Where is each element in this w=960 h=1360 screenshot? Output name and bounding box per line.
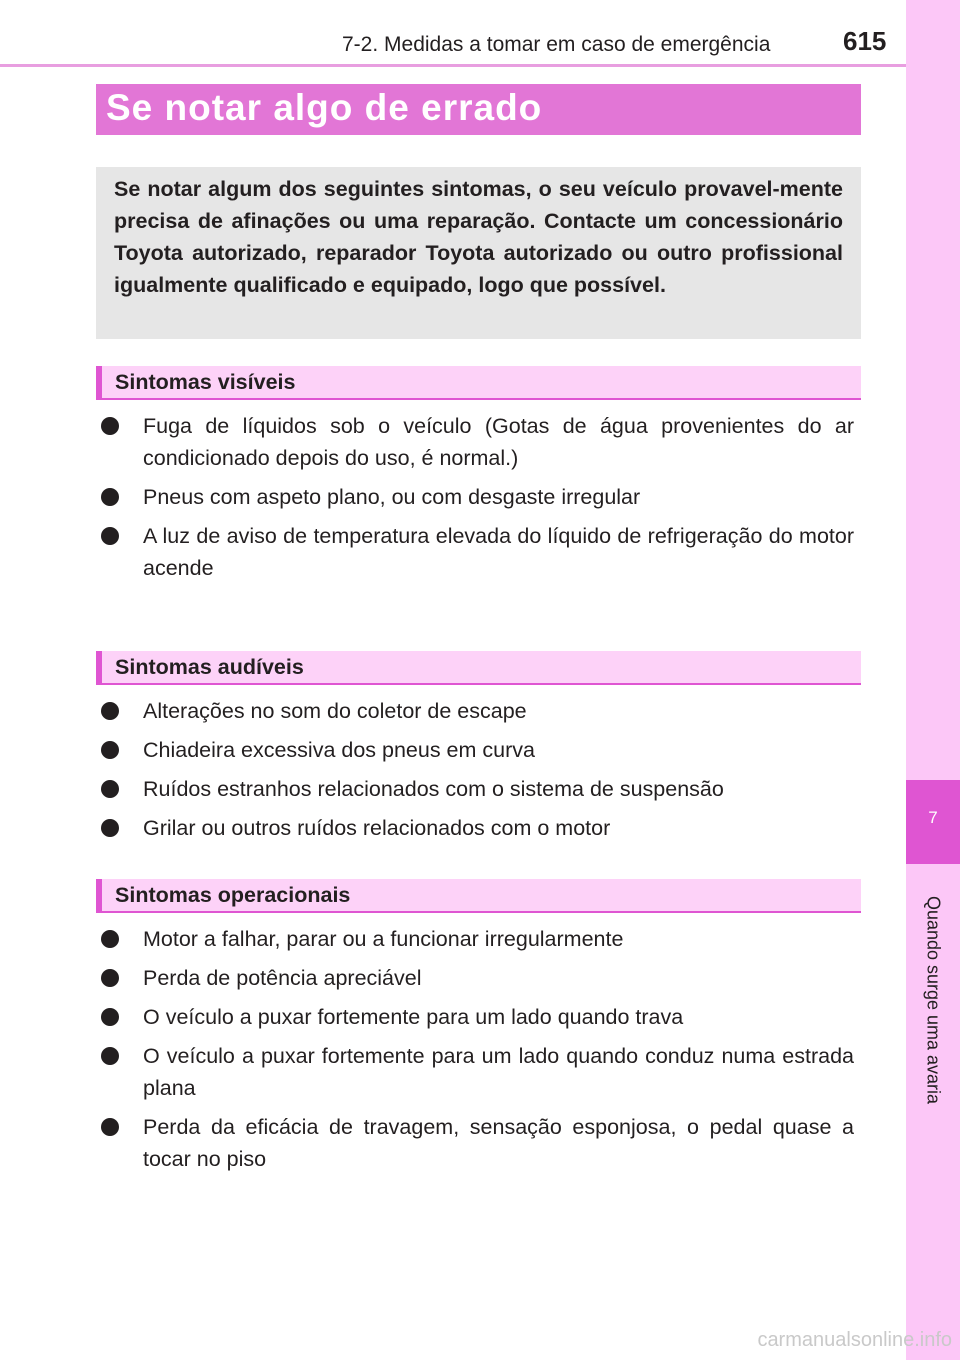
header-rule xyxy=(0,64,906,67)
list-item: O veículo a puxar fortemente para um lado quando trava xyxy=(96,1001,861,1033)
bullet-icon xyxy=(101,488,119,506)
list-item: Grilar ou outros ruídos relacionados com o motor xyxy=(96,812,861,844)
section-heading-text: Sintomas operacionais xyxy=(115,883,351,907)
intro-paragraph: Se notar algum dos seguintes sintomas, o seu veículo provavel-mente precisa de afinações ou uma reparação. Contacte um concessionário Toyota autorizado, reparador Toyota autorizado ou outro profissional igualmente qualificado e equipado, logo que possível. xyxy=(96,167,861,339)
bullet-icon xyxy=(101,741,119,759)
bullet-icon xyxy=(101,819,119,837)
list-item: O veículo a puxar fortemente para um lado quando conduz numa estrada plana xyxy=(96,1040,861,1104)
operational-symptoms-list xyxy=(96,923,861,1182)
visible-symptoms-list xyxy=(96,410,861,591)
bullet-icon xyxy=(101,969,119,987)
list-item: Chiadeira excessiva dos pneus em curva xyxy=(96,734,861,766)
bullet-icon xyxy=(101,527,119,545)
page-title: Se notar algo de errado xyxy=(106,87,543,128)
section-heading-text: Sintomas audíveis xyxy=(115,655,304,679)
chapter-title: Quando surge uma avaria xyxy=(923,895,944,1105)
list-item: Ruídos estranhos relacionados com o sistema de suspensão xyxy=(96,773,861,805)
section-reference: 7-2. Medidas a tomar em caso de emergência xyxy=(342,33,771,56)
section-heading-visible xyxy=(96,366,861,400)
bullet-icon xyxy=(101,930,119,948)
list-item: Fuga de líquidos sob o veículo (Gotas de água provenientes do ar condicionado depois do uso, é normal.) xyxy=(96,410,861,474)
bullet-icon xyxy=(101,1047,119,1065)
watermark: carmanualsonline.info xyxy=(757,1329,952,1351)
bullet-icon xyxy=(101,1008,119,1026)
list-item: Perda de potência apreciável xyxy=(96,962,861,994)
bullet-icon xyxy=(101,417,119,435)
list-item: Alterações no som do coletor de escape xyxy=(96,695,861,727)
section-heading-operational xyxy=(96,879,861,913)
page-number: 615 xyxy=(843,26,887,56)
chapter-side-tab xyxy=(906,0,960,1360)
bullet-icon xyxy=(101,780,119,798)
bullet-icon xyxy=(101,702,119,720)
list-item: Perda da eficácia de travagem, sensação esponjosa, o pedal quase a tocar no piso xyxy=(96,1111,861,1175)
audible-symptoms-list xyxy=(96,695,861,851)
list-item: Motor a falhar, parar ou a funcionar irregularmente xyxy=(96,923,861,955)
section-heading-audible xyxy=(96,651,861,685)
section-heading-text: Sintomas visíveis xyxy=(115,370,296,394)
bullet-icon xyxy=(101,1118,119,1136)
list-item: Pneus com aspeto plano, ou com desgaste irregular xyxy=(96,481,861,513)
chapter-number-box xyxy=(906,780,960,864)
page-title-bar xyxy=(96,84,861,135)
list-item: A luz de aviso de temperatura elevada do líquido de refrigeração do motor acende xyxy=(96,520,861,584)
chapter-number: 7 xyxy=(928,808,938,827)
